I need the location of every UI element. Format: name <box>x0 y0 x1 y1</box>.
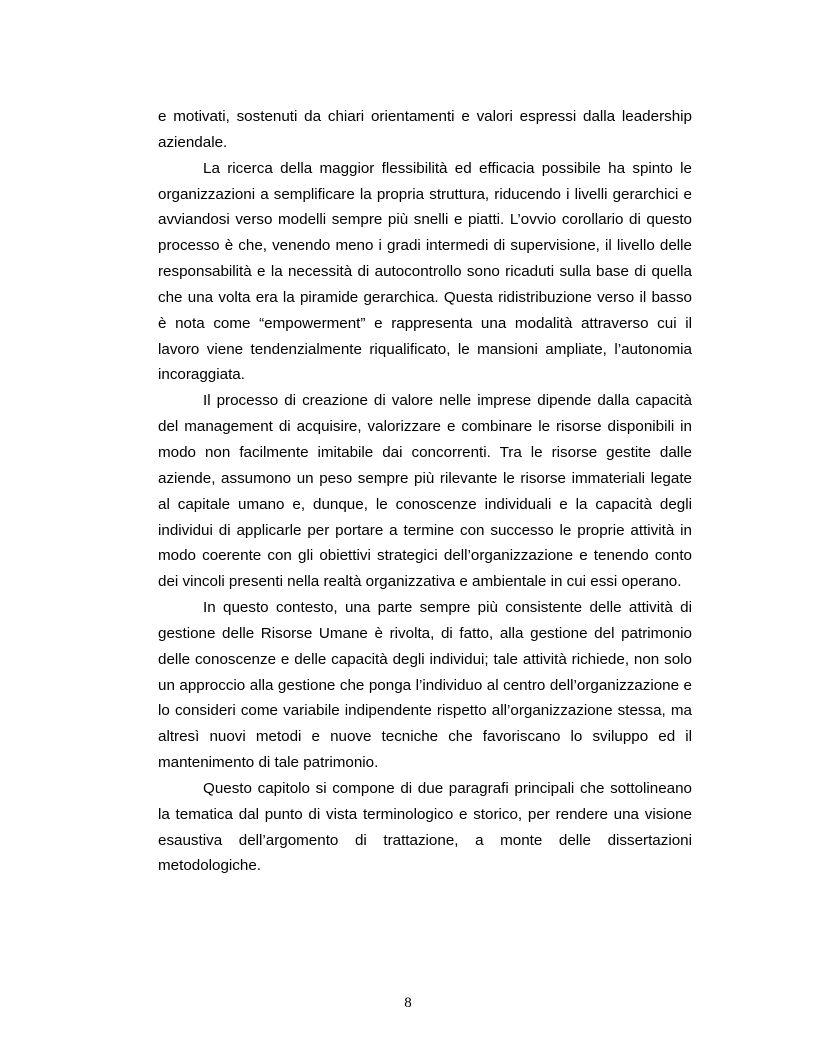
paragraph-continuation: e motivati, sostenuti da chiari orientamenti e valori espressi dalla leadership aziendale. <box>158 108 692 151</box>
page-number: 8 <box>404 995 412 1011</box>
paragraph-chapter-overview: Questo capitolo si compone di due paragrafi principali che sottolineano la tematica dal punto di vista terminologico e storico, per rendere una visione esaustiva dell’argomento di trattazione, a monte delle dissertazioni metodologiche. <box>158 779 692 875</box>
paragraph-value-creation: Il processo di creazione di valore nelle imprese dipende dalla capacità del management di acquisire, valorizzare e combinare le risorse disponibili in modo non facilmente imitabile dai concorrenti. Tra le risorse gestite dalle aziende, assumono un peso sempre più rilevante le risorse immateriali legate al capitale umano e, dunque, le conoscenze individuali e la capacità degli individui di applicarle per portare a termine con successo le proprie attività in modo coerente con gli obiettivi strategici dell’organizzazione e tenendo conto dei vincoli presenti nella realtà organizzativa e ambientale in cui essi operano. <box>158 392 692 591</box>
body-text <box>158 104 692 879</box>
paragraph-empowerment: La ricerca della maggior flessibilità ed efficacia possibile ha spinto le organizzazioni a semplificare la propria struttura, riducendo i livelli gerarchici e avviandosi verso modelli sempre più snelli e piatti. L’ovvio corollario di questo processo è che, venendo meno i gradi intermedi di supervisione, il livello delle responsabilità e la necessità di autocontrollo sono ricaduti sulla base di quella che una volta era la piramide gerarchica. Questa ridistribuzione verso il basso è nota come “empowerment” e rappresenta una modalità attraverso cui il lavoro viene tendenzialmente riqualificato, le mansioni ampliate, l’autonomia incoraggiata. <box>158 159 692 384</box>
paragraph-hr-management: In questo contesto, una parte sempre più consistente delle attività di gestione delle Risorse Umane è rivolta, di fatto, alla gestione del patrimonio delle conoscenze e delle capacità degli individui; tale attività richiede, non solo un approccio alla gestione che ponga l’individuo al centro dell’organizzazione e lo consideri come variabile indipendente rispetto all’organizzazione stessa, ma altresì nuovi metodi e nuove tecniche che favoriscano lo sviluppo ed il mantenimento di tale patrimonio. <box>158 599 692 772</box>
